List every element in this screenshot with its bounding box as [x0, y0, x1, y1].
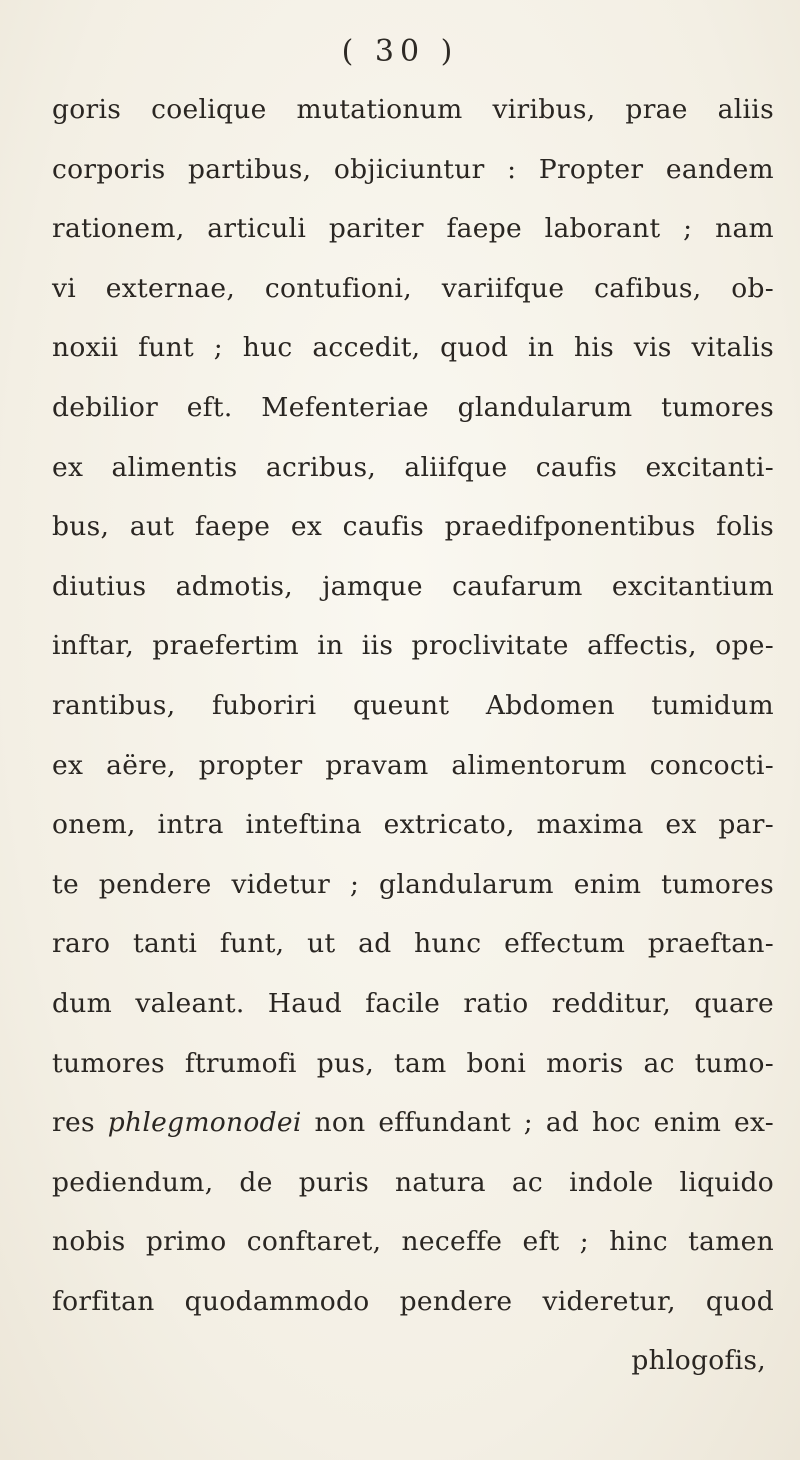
text-segment: non effundant ; ad hoc enim ex-: [301, 1107, 774, 1139]
body-text: [52, 80, 774, 1391]
text-line-with-italic: [52, 1093, 774, 1153]
text-line: raro tanti funt, ut ad hunc effectum praeftan-: [52, 928, 774, 960]
text-line: tumores ftrumofi pus, tam boni moris ac tumo-: [52, 1047, 774, 1079]
text-line: pediendum, de puris natura ac indole liquido: [52, 1166, 774, 1198]
text-segment: res: [52, 1107, 108, 1139]
italic-term: phlegmonodei: [107, 1107, 302, 1139]
text-line: ex alimentis acribus, aliifque caufis excitanti-: [52, 451, 774, 483]
text-line: corporis partibus, objiciuntur : Propter eandem: [52, 153, 774, 185]
text-line: dum valeant. Haud facile ratio redditur, quare: [52, 987, 774, 1019]
text-line: diutius admotis, jamque caufarum excitantium: [52, 570, 774, 602]
text-line: ex aëre, propter pravam alimentorum concocti-: [52, 749, 774, 781]
text-line: te pendere videtur ; glandularum enim tumores: [52, 868, 774, 900]
page-number: ( 30 ): [341, 34, 459, 69]
text-line: rationem, articuli pariter faepe laborant ; nam: [52, 213, 774, 245]
text-line: bus, aut faepe ex caufis praedifponentibus folis: [52, 511, 774, 543]
catchword: phlogofis,: [631, 1345, 766, 1377]
text-line: onem, intra inteftina extricato, maxima ex par-: [52, 809, 774, 841]
text-line: noxii funt ; huc accedit, quod in his vis vitalis: [52, 332, 774, 364]
text-line: rantibus, fuboriri queunt Abdomen tumidum: [52, 689, 774, 721]
text-line: nobis primo conftaret, neceffe eft ; hinc tamen: [52, 1226, 774, 1258]
text-line: debilior eft. Mefenteriae glandularum tumores: [52, 391, 774, 423]
text-line: forfitan quodammodo pendere videretur, quod: [52, 1285, 774, 1317]
text-line: vi externae, contufioni, variifque cafibus, ob-: [52, 272, 774, 304]
text-line: goris coelique mutationum viribus, prae aliis: [52, 94, 774, 125]
text-line: inftar, praefertim in iis proclivitate affectis, ope-: [52, 630, 774, 662]
